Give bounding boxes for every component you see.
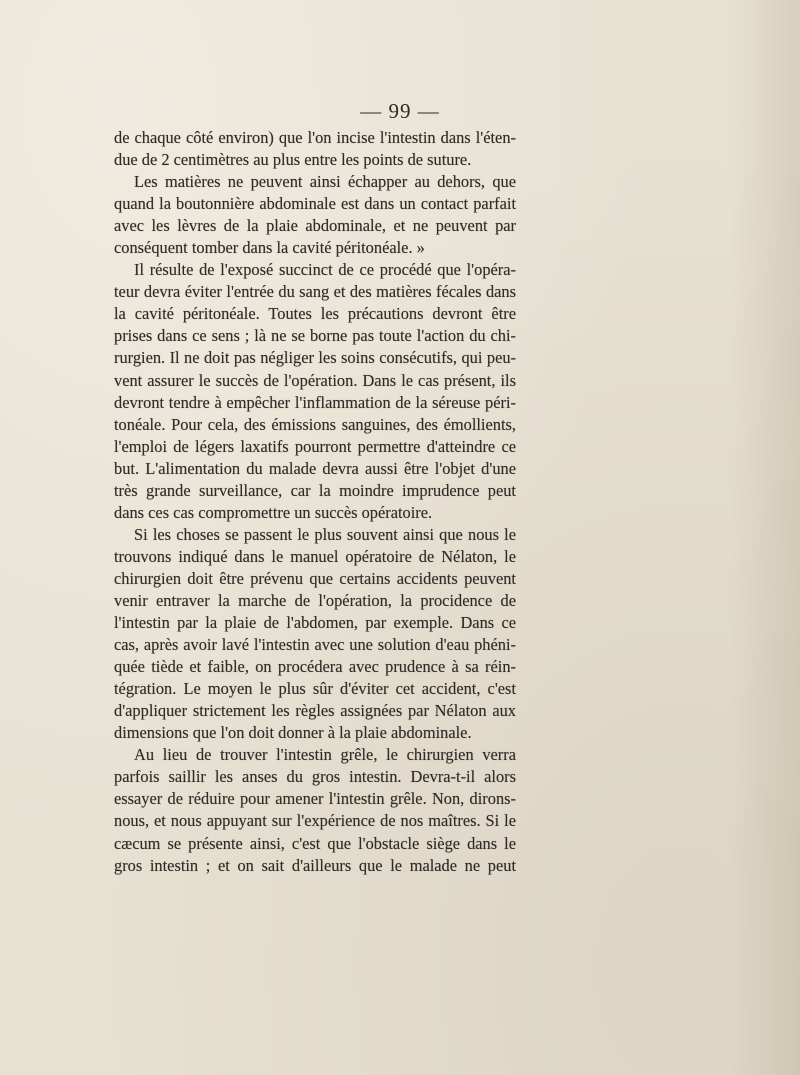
text-line: tégration. Le moyen le plus sûr d'éviter cet accident, c'est: [114, 679, 516, 699]
text-line: chirurgien doit être prévenu que certains accidents peuvent: [114, 568, 516, 588]
text-line: avec les lèvres de la plaie abdominale, et ne peuvent par: [114, 216, 516, 236]
text-line: due de 2 centimètres au plus entre les points de suture.: [114, 150, 472, 170]
text-line: conséquent tomber dans la cavité péritonéale. »: [114, 238, 425, 258]
text-line: très grande surveillance, car la moindre imprudence peut: [114, 480, 516, 500]
text-line: dimensions que l'on doit donner à la plaie abdominale.: [114, 723, 472, 743]
text-line: la cavité péritonéale. Toutes les précautions devront être: [114, 304, 516, 324]
text-line: Les matières ne peuvent ainsi échapper au dehors, que: [134, 172, 516, 192]
text-line: venir entraver la marche de l'opération, la procidence de: [114, 590, 516, 610]
text-line: Au lieu de trouver l'intestin grêle, le chirurgien verra: [134, 745, 516, 765]
text-line: d'appliquer strictement les règles assignées par Nélaton aux: [114, 701, 516, 721]
text-line: gros intestin ; et on sait d'ailleurs que le malade ne peut: [114, 855, 516, 875]
text-line: nous, et nous appuyant sur l'expérience de nos maîtres. Si le: [114, 811, 516, 831]
text-line: devront tendre à empêcher l'inflammation de la séreuse péri-: [114, 392, 516, 412]
page-number: — 99 —: [360, 99, 440, 123]
text-line: essayer de réduire pour amener l'intestin grêle. Non, dirons-: [114, 789, 516, 809]
text-line: Si les choses se passent le plus souvent ainsi que nous le: [134, 524, 516, 544]
text-line: vent assurer le succès de l'opération. Dans le cas présent, ils: [114, 370, 516, 390]
text-line: l'emploi de légers laxatifs pourront permettre d'atteindre ce: [114, 436, 516, 456]
text-line: tonéale. Pour cela, des émissions sanguines, des émollients,: [114, 414, 516, 434]
text-line: cas, après avoir lavé l'intestin avec une solution d'eau phéni-: [114, 635, 516, 655]
text-line: de chaque côté environ) que l'on incise l'intestin dans l'éten-: [114, 128, 516, 147]
text-line: but. L'alimentation du malade devra aussi être l'objet d'une: [114, 458, 516, 478]
text-line: trouvons indiqué dans le manuel opératoire de Nélaton, le: [114, 546, 516, 566]
text-line: teur devra éviter l'entrée du sang et des matières fécales dans: [114, 282, 516, 302]
text-line: rurgien. Il ne doit pas négliger les soins consécutifs, qui peu-: [114, 348, 516, 368]
text-line: parfois saillir les anses du gros intestin. Devra-t-il alors: [114, 767, 516, 787]
body-text: [114, 127, 516, 877]
text-line: l'intestin par la plaie de l'abdomen, par exemple. Dans ce: [114, 613, 516, 633]
text-line: Il résulte de l'exposé succinct de ce procédé que l'opéra-: [134, 260, 516, 280]
text-line: quand la boutonnière abdominale est dans un contact parfait: [114, 194, 516, 214]
text-line: quée tiède et faible, on procédera avec prudence à sa réin-: [114, 657, 516, 677]
text-line: cæcum se présente ainsi, c'est que l'obstacle siège dans le: [114, 833, 516, 853]
text-line: dans ces cas compromettre un succès opératoire.: [114, 502, 433, 522]
page-edge-shadow: [730, 0, 800, 1075]
text-line: prises dans ce sens ; là ne se borne pas toute l'action du chi-: [114, 326, 516, 346]
